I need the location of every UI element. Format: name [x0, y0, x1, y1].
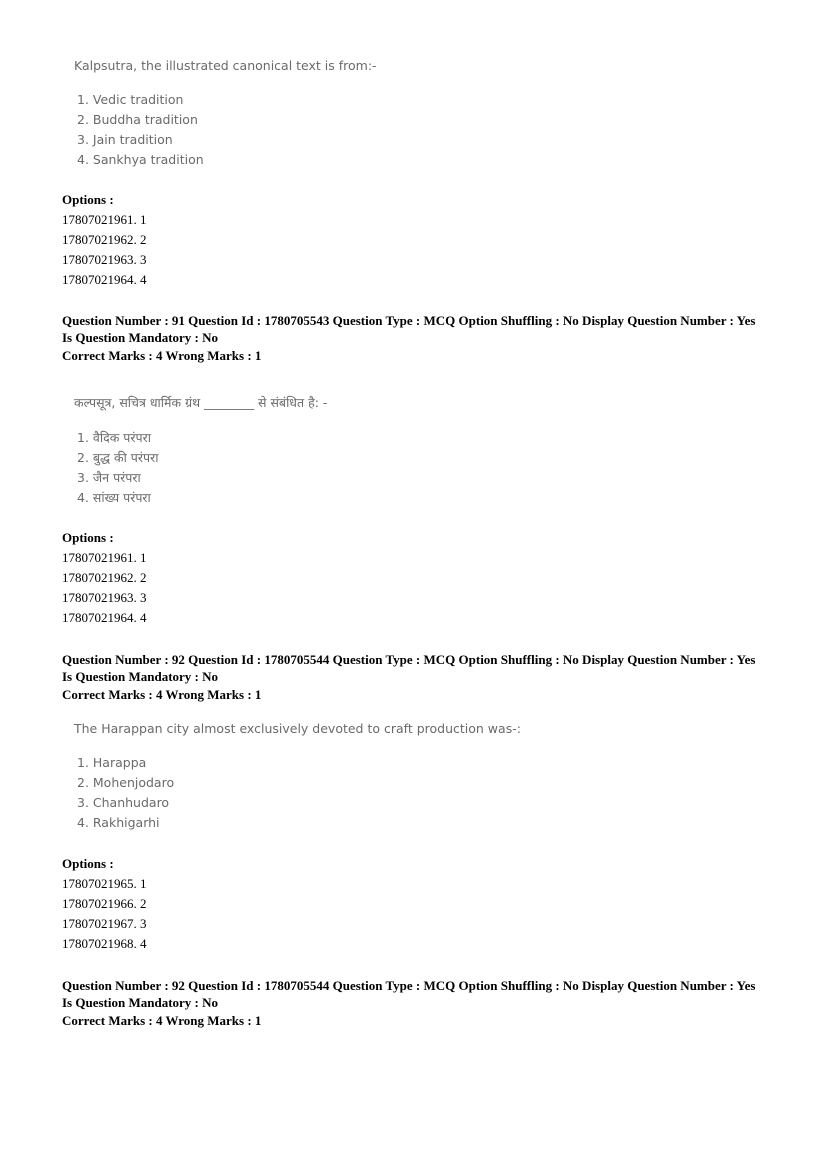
options-section [62, 854, 147, 954]
question-choices [74, 429, 327, 506]
options-section [62, 528, 147, 628]
question-stem: The Harappan city almost exclusively devoted to craft production was-: [74, 721, 521, 736]
options-list [62, 548, 147, 628]
choice-item: 4. सांख्य परंपरा [77, 490, 151, 505]
question-image [74, 721, 521, 834]
choice-item: 2. बुद्ध की परंपरा [77, 450, 159, 465]
option-item: 17807021961. 1 [62, 550, 147, 565]
question-choices [74, 754, 521, 831]
option-item: 17807021964. 4 [62, 610, 147, 625]
choice-item: 1. Harappa [77, 755, 147, 770]
option-item: 17807021967. 3 [62, 916, 147, 931]
options-label: Options : [62, 530, 114, 545]
question-mandatory: Is Question Mandatory : No [62, 669, 219, 684]
option-item: 17807021966. 2 [62, 896, 147, 911]
option-item: 17807021968. 4 [62, 936, 147, 951]
options-section [62, 190, 147, 290]
choice-item: 1. वैदिक परंपरा [77, 430, 151, 445]
choice-item: 2. Buddha tradition [77, 112, 198, 127]
question-meta [62, 651, 782, 703]
choice-item: 3. जैन परंपरा [77, 470, 141, 485]
options-label: Options : [62, 192, 114, 207]
option-item: 17807021962. 2 [62, 570, 147, 585]
question-image [74, 58, 377, 171]
option-item: 17807021965. 1 [62, 876, 147, 891]
question-marks: Correct Marks : 4 Wrong Marks : 1 [62, 348, 262, 363]
options-label: Options : [62, 856, 114, 871]
options-list [62, 874, 147, 954]
question-meta-line: Question Number : 92 Question Id : 1780705544 Question Type : MCQ Option Shuffling : No Display Question Number : Yes [62, 652, 756, 667]
question-mandatory: Is Question Mandatory : No [62, 330, 219, 345]
options-list [62, 210, 147, 290]
choice-item: 1. Vedic tradition [77, 92, 184, 107]
question-image [74, 394, 327, 509]
question-marks: Correct Marks : 4 Wrong Marks : 1 [62, 1013, 262, 1028]
question-meta-line: Question Number : 91 Question Id : 1780705543 Question Type : MCQ Option Shuffling : No Display Question Number : Yes [62, 313, 756, 328]
option-item: 17807021961. 1 [62, 212, 147, 227]
choice-item: 3. Chanhudaro [77, 795, 170, 810]
option-item: 17807021963. 3 [62, 590, 147, 605]
question-marks: Correct Marks : 4 Wrong Marks : 1 [62, 687, 262, 702]
question-meta [62, 977, 782, 1029]
choice-item: 4. Rakhigarhi [77, 815, 160, 830]
question-meta-line: Question Number : 92 Question Id : 1780705544 Question Type : MCQ Option Shuffling : No Display Question Number : Yes [62, 978, 756, 993]
question-mandatory: Is Question Mandatory : No [62, 995, 219, 1010]
option-item: 17807021963. 3 [62, 252, 147, 267]
option-item: 17807021962. 2 [62, 232, 147, 247]
choice-item: 4. Sankhya tradition [77, 152, 204, 167]
question-choices [74, 91, 377, 168]
choice-item: 3. Jain tradition [77, 132, 173, 147]
option-item: 17807021964. 4 [62, 272, 147, 287]
question-stem: कल्पसूत्र, सचित्र धार्मिक ग्रंथ ________ से संबंधित है: - [74, 395, 328, 410]
question-stem: Kalpsutra, the illustrated canonical text is from:- [74, 58, 377, 73]
choice-item: 2. Mohenjodaro [77, 775, 175, 790]
question-meta [62, 312, 782, 364]
